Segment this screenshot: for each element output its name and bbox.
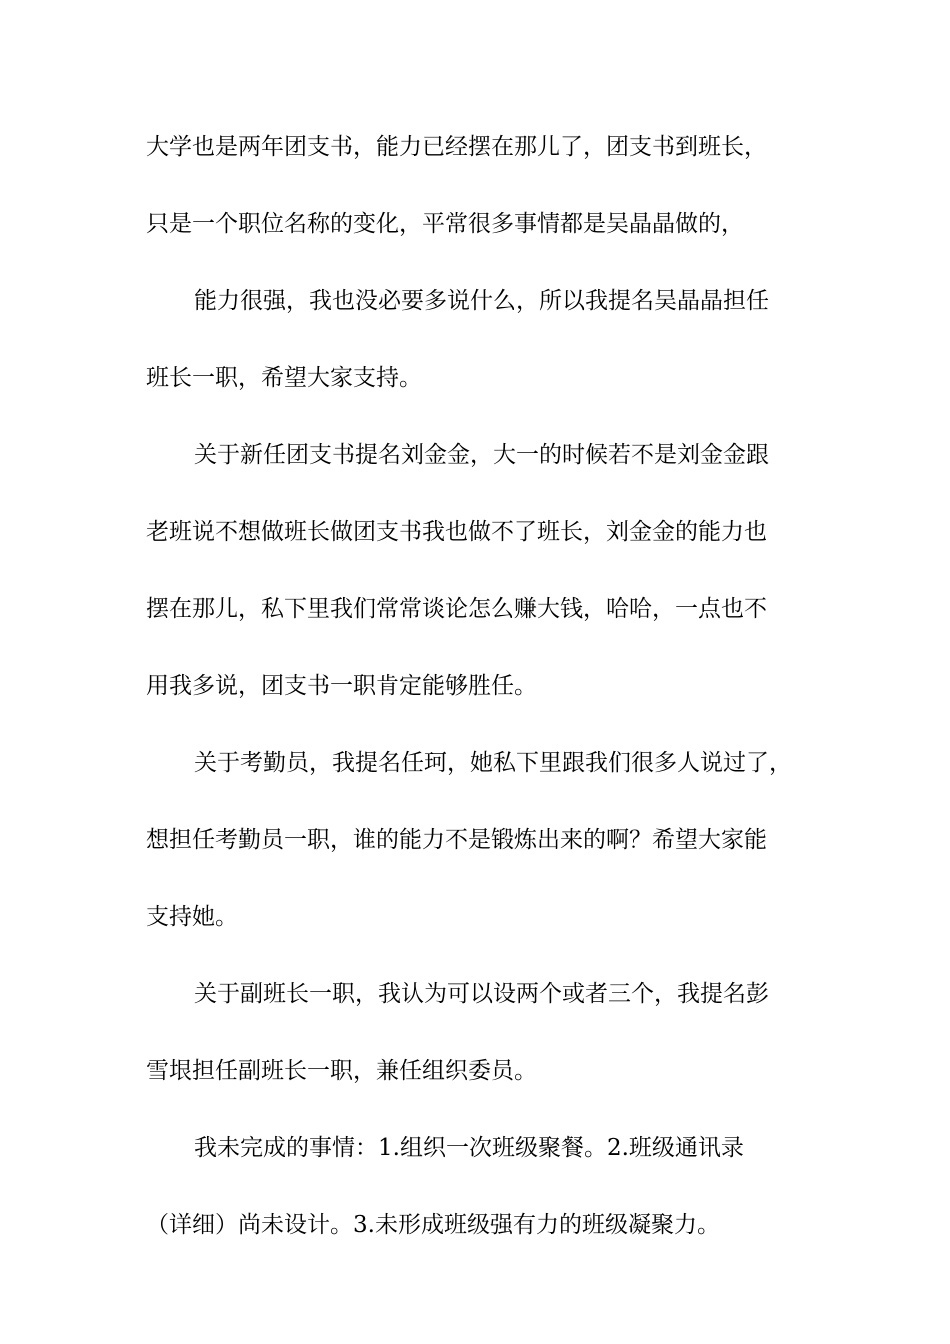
text-line: 支持她。	[146, 904, 238, 930]
text-line: 班长一职，希望大家支持。	[146, 365, 422, 391]
text-line: 关于新任团支书提名刘金金，大一的时候若不是刘金金跟	[194, 442, 769, 468]
text-line: 摆在那儿，私下里我们常常谈论怎么赚大钱，哈哈，一点也不	[146, 596, 767, 622]
text-line: 只是一个职位名称的变化，平常很多事情都是吴晶晶做的，	[146, 211, 744, 237]
text-line: 关于考勤员，我提名任珂，她私下里跟我们很多人说过了，	[194, 750, 792, 776]
text-line: 雪垠担任副班长一职，兼任组织委员。	[146, 1058, 537, 1084]
text-line: 关于副班长一职，我认为可以设两个或者三个，我提名彭	[194, 981, 769, 1007]
text-line: 能力很强，我也没必要多说什么，所以我提名吴晶晶担任	[194, 288, 769, 314]
text-line: （详细）尚未设计。3.未形成班级强有力的班级凝聚力。	[146, 1212, 720, 1238]
text-line: 想担任考勤员一职，谁的能力不是锻炼出来的啊？希望大家能	[146, 827, 767, 853]
document-body	[146, 127, 816, 1282]
text-line: 我未完成的事情：1.组织一次班级聚餐。2.班级通讯录	[194, 1135, 744, 1161]
text-line: 用我多说，团支书一职肯定能够胜任。	[146, 673, 537, 699]
text-line: 大学也是两年团支书，能力已经摆在那儿了，团支书到班长，	[146, 134, 767, 160]
text-line: 老班说不想做班长做团支书我也做不了班长，刘金金的能力也	[146, 519, 767, 545]
